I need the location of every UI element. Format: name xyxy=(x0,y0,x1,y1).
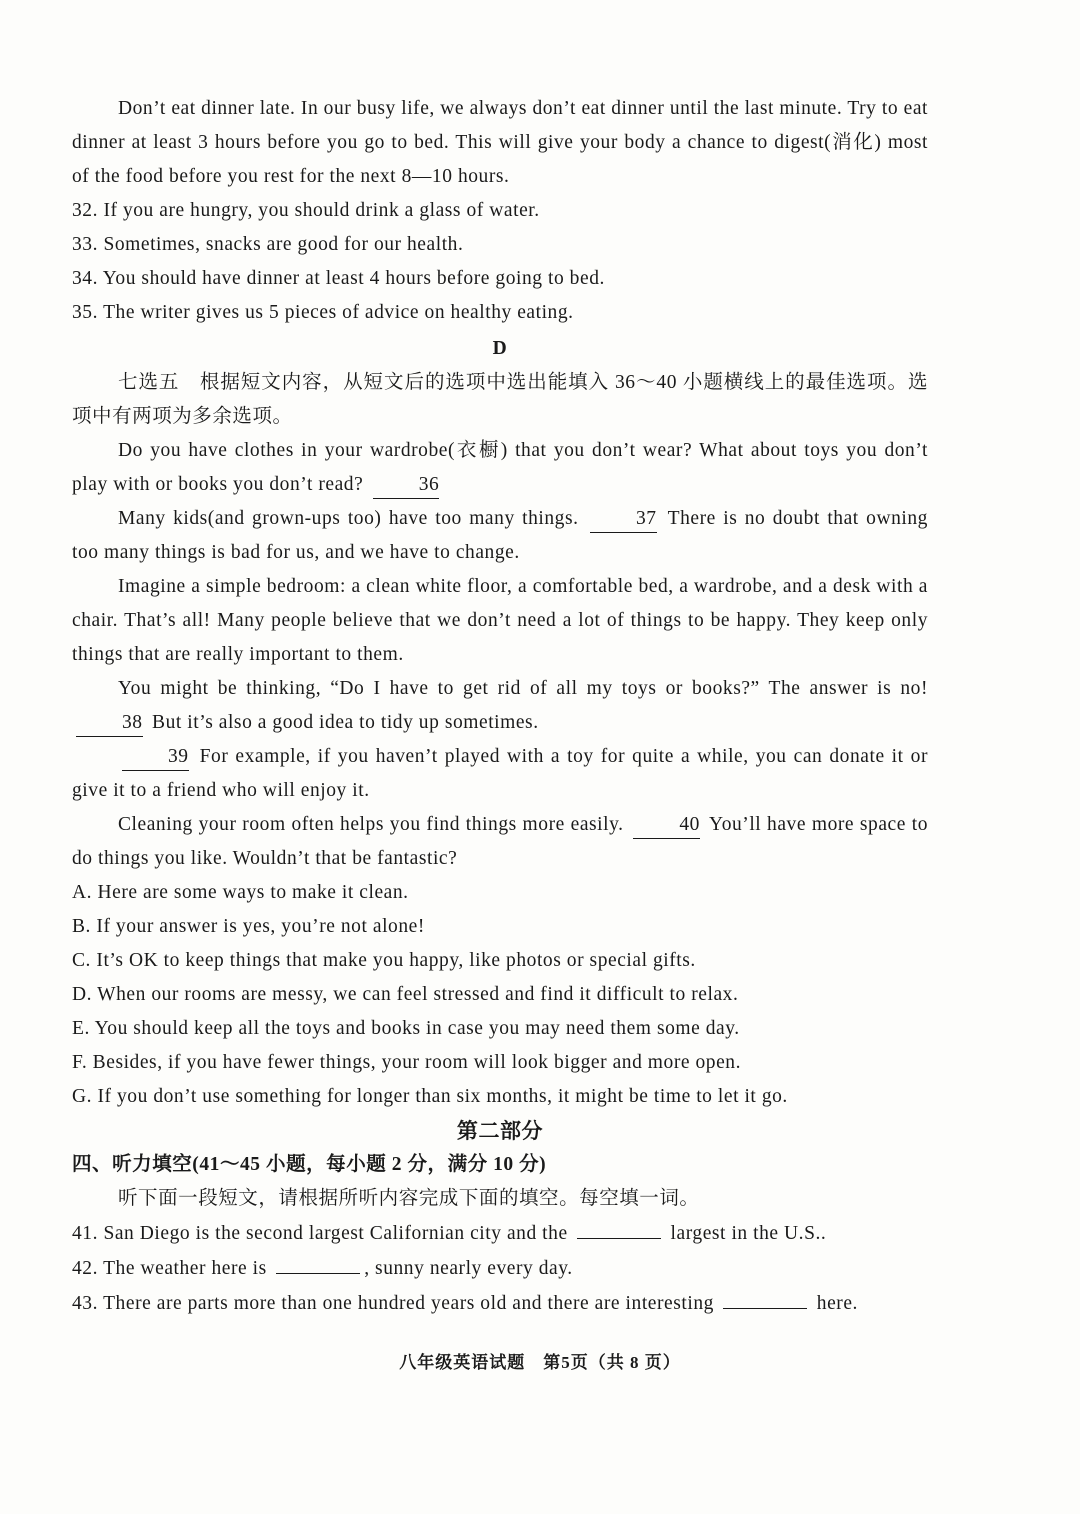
question-text: largest in the U.S.. xyxy=(670,1223,827,1244)
blank-37: 37 xyxy=(590,506,657,533)
listening-instruction: 听下面一段短文，请根据所听内容完成下面的填空。每空填一词。 xyxy=(118,1188,700,1209)
part-two-title: 第二部分 xyxy=(456,1119,544,1143)
question-text: 43. There are parts more than one hundred years old and there are interesting xyxy=(72,1293,714,1314)
statement-35: 35. The writer gives us 5 pieces of advice on healthy eating. xyxy=(72,302,574,323)
question-text: here. xyxy=(816,1293,858,1314)
passage-d-paragraph-1 xyxy=(72,434,928,502)
question-text: 42. The weather here is xyxy=(72,1258,267,1279)
question-41 xyxy=(72,1216,928,1251)
question-text: 41. San Diego is the second largest Californian city and the xyxy=(72,1223,568,1244)
passage-c-paragraph: Don’t eat dinner late. In our busy life, we always don’t eat dinner until the last minute. Try to eat dinner at least 3 hours before you go to bed. This will give your body a chance to digest(消化) most of the food before you rest for the next 8—10 hours. xyxy=(72,98,928,187)
question-text: , sunny nearly every day. xyxy=(364,1258,573,1279)
answer-blank-41 xyxy=(577,1216,661,1239)
blank-36: 36 xyxy=(373,472,440,499)
section-d-instruction: 七选五 根据短文内容，从短文后的选项中选出能填入 36～40 小题横线上的最佳选项。选项中有两项为多余选项。 xyxy=(72,372,928,427)
answer-blank-43 xyxy=(723,1286,807,1309)
option-a: A. Here are some ways to make it clean. xyxy=(72,882,409,903)
question-43 xyxy=(72,1286,928,1321)
paragraph-text: Many kids(and grown-ups too) have too many things. xyxy=(118,508,579,529)
option-b: B. If your answer is yes, you’re not alone! xyxy=(72,916,425,937)
section-d-title: D xyxy=(492,338,508,359)
passage-d-paragraph-3: Imagine a simple bedroom: a clean white floor, a comfortable bed, a wardrobe, and a desk with a chair. That’s all! Many people believe that we don’t need a lot of things to be happy. They keep only things that are really important to them. xyxy=(72,576,928,665)
paragraph-text: For example, if you haven’t played with a toy for quite a while, you can donate it or give it to a friend who will enjoy it. xyxy=(72,746,928,801)
answer-blank-42 xyxy=(276,1251,360,1274)
option-c: C. It’s OK to keep things that make you happy, like photos or special gifts. xyxy=(72,950,696,971)
passage-d-paragraph-6 xyxy=(72,808,928,876)
statement-34: 34. You should have dinner at least 4 hours before going to bed. xyxy=(72,268,605,289)
statement-32: 32. If you are hungry, you should drink a glass of water. xyxy=(72,200,540,221)
passage-d-paragraph-4 xyxy=(72,672,928,740)
passage-d-paragraph-5 xyxy=(72,740,928,808)
paragraph-text: Do you have clothes in your wardrobe(衣橱) that you don’t wear? What about toys you don’t play with or books you don’t read? xyxy=(72,440,928,495)
passage-d-paragraph-2 xyxy=(72,502,928,570)
paragraph-text: But it’s also a good idea to tidy up sometimes. xyxy=(152,712,539,733)
option-d: D. When our rooms are messy, we can feel stressed and find it difficult to relax. xyxy=(72,984,739,1005)
listening-heading: 四、听力填空(41～45 小题，每小题 2 分，满分 10 分) xyxy=(72,1154,547,1175)
statement-33: 33. Sometimes, snacks are good for our health. xyxy=(72,234,464,255)
blank-38: 38 xyxy=(76,710,143,737)
blank-39: 39 xyxy=(122,744,189,771)
blank-40: 40 xyxy=(633,812,700,839)
option-g: G. If you don’t use something for longer than six months, it might be time to let it go. xyxy=(72,1086,788,1107)
page-footer: 八年级英语试题 第5页（共 8 页） xyxy=(399,1353,681,1372)
option-f: F. Besides, if you have fewer things, your room will look bigger and more open. xyxy=(72,1052,742,1073)
paragraph-text: There is no doubt that owning too many things is bad for us, and we have to change. xyxy=(72,508,928,563)
paragraph-text: Cleaning your room often helps you find things more easily. xyxy=(118,814,624,835)
question-42 xyxy=(72,1251,928,1286)
paragraph-text: You might be thinking, “Do I have to get rid of all my toys or books?” The answer is no! xyxy=(118,678,928,699)
paragraph-text: You’ll have more space to do things you like. Wouldn’t that be fantastic? xyxy=(72,814,928,869)
option-e: E. You should keep all the toys and books in case you may need them some day. xyxy=(72,1018,740,1039)
